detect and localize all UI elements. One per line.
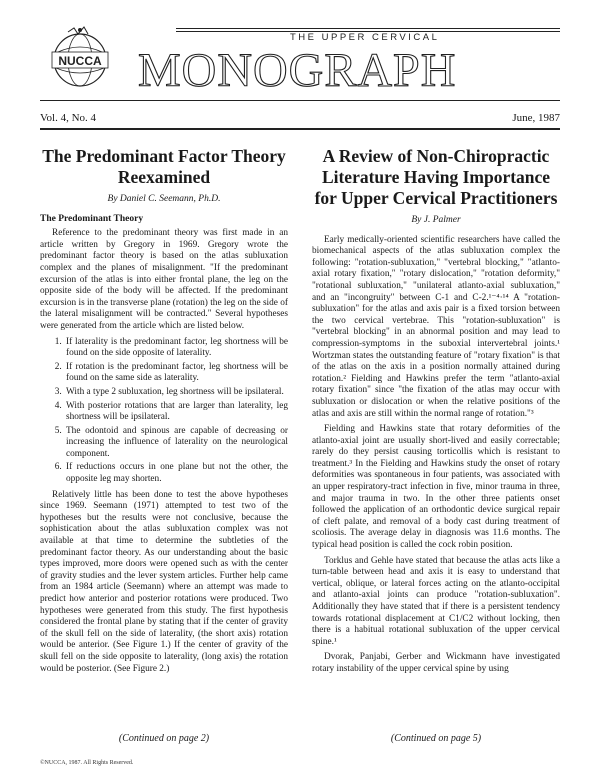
right-article-byline: By J. Palmer [411,215,461,225]
issue-date: June, 1987 [512,112,560,124]
masthead-rule-top [176,28,560,29]
nucca-logo [44,22,116,94]
issue-bar [40,112,560,128]
masthead-title: MONOGRAPH [138,44,457,97]
left-article-title: The Predominant Factor Theory Reexamined [42,146,286,187]
list-item: 4. With posterior rotations that are larger than laterality, leg shortness will be ipsilateral. [64,401,288,424]
issue-rule [40,128,560,130]
right-article-title: A Review of Non-Chiropractic Literature Having Importance for Upper Cervical Practitioners [314,146,558,208]
issue-volume: Vol. 4, No. 4 [40,112,97,124]
masthead [40,22,560,100]
left-continued-note: (Continued on page 2) [118,733,210,744]
copyright-notice: ©NUCCA, 1987. All Rights Reserved. [40,760,134,766]
svg-text:NUCCA: NUCCA [58,54,102,68]
right-paragraph-3: Torklus and Gehle have stated that because the atlas acts like a turn-table between head and axis it is easy to understand that vertical, oblique, or lateral forces acting on the atlanto-occipital and atlanto-axial joints can produce "rotation-subluxation". Additionally they have stated that if there is a persistent tendency towards rotational displacement at C1/C2 without locking, then there is a habitual rotational subluxation of the upper cervical spine.¹ [312,555,560,647]
right-paragraph-4: Dvorak, Panjabi, Gerber and Wickmann have investigated rotary instability of the upper cervical spine by using [312,652,560,674]
masthead-supertitle: THE UPPER CERVICAL [290,32,440,43]
list-item: 5. The odontoid and spinous are capable of decreasing or increasing the influence of laterality on the neurological component. [64,426,288,461]
list-item: 2. If rotation is the predominant factor, leg shortness will be found on the same side as laterality. [64,362,288,385]
right-paragraph-2: Fielding and Hawkins state that rotary deformities of the atlanto-axial joint are usually short-lived and easily correctable; rarely do they persist causing torticollis which is resistant to treatment.³ In the Fielding and Hawkins study the onset of rotary deformities was spontaneous in four patients, was associated with an upper respiratory-tract infection in five, minor trauma in three, and major trauma in two. In the other three patients onset followed the application of an orthodontic device surgical repair of cleft palate, and removal of a body cast during treatment of scoliosis. The average delay in diagnosis was 11.6 months. The typical head position is called the cock robin position. [312,424,560,551]
list-item: 3. With a type 2 subluxation, leg shortness will be ipsilateral. [64,387,288,399]
masthead-rule-bottom [40,100,560,101]
hypotheses-list [40,337,288,486]
left-paragraph-2: Relatively little has been done to test the above hypotheses since 1969. Seemann (1971) attempted to test two of the hypotheses but the results were not conclusive, because the sophistication about the atlas subluxation complex was not available at that time to determine the subtleties of the predominant factor theory. As our understanding about the basic types improved, more doors were opened such as with the center of gravity studies and the lever system articles. Further help came from an 1984 article (Seemann) where an attempt was made to predict how anterior and posterior rotations were produced. Two hypotheses were generated from this study. The first hypothesis considered the frontal plane by stating that if the center of gravity of the skull fell on the side of laterality, (the short axis) rotation would be anterior. (See Figure 1.) If the center of gravity of the skull fell on the side opposite to laterality, (long axis) the rotation would be posterior. (See Figure 2.) [40,489,288,674]
right-continued-note: (Continued on page 5) [390,733,482,744]
left-section-heading: The Predominant Theory [40,213,144,224]
left-paragraph-1: Reference to the predominant theory was first made in an article written by Gregory in 1969. Gregory wrote the predominant factor theory is based on the atlas subluxation complex and the planes of misalignment. "If the predominant excursion of the atlas is into either frontal plane, the leg on the opposite side of the body will be affected. If the predominant excursion is in the transverse plane (rotation) the leg on the side of the lateral misalignment will be contracted." Several hypotheses were generated from the article which are listed below. [40,228,288,331]
list-item: 1. If laterality is the predominant factor, leg shortness will be found on the side opposite of laterality. [64,337,288,360]
list-item: 6. If reductions occurs in one plane but not the other, the opposite leg may shorten. [64,462,288,485]
right-paragraph-1: Early medically-oriented scientific researchers have called the biomechanical aspects of the atlas subluxation complex the following: "rotation-subluxation," "vertebral blocking," "atlanto-axial rotary fixation," "rotary dislocation," "rotation deformity," "rotational subluxation," "unilateral atlanto-axial subluxation," and an "incongruity" between C-1 and C-2.¹⁻⁴·¹⁴ A "rotation-subluxation" for the atlas and axis pair is a fixed torsion between the two cervical vertebrae. This "rotation-subluxation" is "vertebral blocking" in an abnormal position and may lead to compression-symptoms in the suboxial intervertebral joints.¹ Wortzman states the outstanding feature of "rotary fixation" is that of the atlas on the axis in a position normally attained during rotation.² Fielding and Hawkins prefer the term "atlanto-axial rotary fixation" since "the fixation of the atlas may occur with subluxation or dislocation or when the relative positions of the atlas and axis are still within the normal range of rotation."³ [312,234,560,419]
left-article [40,146,288,679]
right-article [312,146,560,680]
left-article-byline: By Daniel C. Seemann, Ph.D. [107,194,221,204]
